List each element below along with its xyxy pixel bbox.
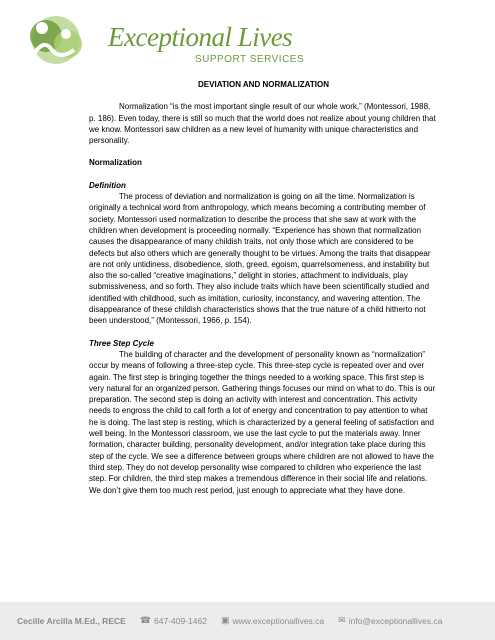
logo	[22, 14, 305, 66]
section-heading: Normalization	[89, 158, 142, 168]
intro-paragraph: Normalization “is the most important single result of our whole work,” (Montessori, 1988, p. 186). Even today, there is still so much that the world does not realize about young children that we know. Montessori saw children as a new level of humanity with unique characteristics and personality.	[89, 102, 436, 146]
footer-phone: 647-409-1462	[154, 615, 207, 626]
footer	[0, 602, 495, 640]
logo-name: Exceptional Lives	[108, 22, 293, 52]
envelope-icon: ✉	[338, 615, 346, 625]
cycle-paragraph: The building of character and the development of personality known as “normalization” occur by means of following a three-step cycle. This three-step cycle is repeated over and over again. The first step is bringing together the things needed to a working space. This first step is very natural for an organized person. Gathering things focuses our mind on what to do. This is our preparation. The second step is doing an activity with interest and concentration. This activity needs to engross the child to call forth a lot of energy and concentration to pay attention to what he is doing. The last step is resting, which is characterized by a general feeling of satisfaction and well being. In the Montessori classroom, we use the last cycle to put the materials away. Inner formation, character building, personality development, and/or integration take place during this step of the cycle. We see a difference between groups where children are not allowed to have the third step. They do not develop personality wise compared to children who experience the last step. For children, the third step makes a tremendous difference in their social life and relations. We don’t give them too much rest period, just enough to appreciate what they have done.	[89, 349, 436, 495]
footer-website[interactable]: www.exceptionallives.ca	[232, 615, 325, 626]
cycle-heading: Three Step Cycle	[89, 338, 154, 348]
footer-email[interactable]: info@exceptionallives.ca	[348, 615, 443, 626]
logo-mark-icon	[22, 14, 102, 66]
logo-tagline: SUPPORT SERVICES	[195, 54, 305, 65]
phone-icon: ☎	[139, 615, 152, 625]
document-body	[89, 79, 438, 496]
monitor-icon: ▣	[220, 615, 230, 625]
definition-paragraph: The process of deviation and normalization is going on all the time. Normalization is originally a technical word from anthropology, which means becoming a contributing member of society. Montessori used normalization to describe the process that she saw at work with the children when development is proceeding normally. “Experience has shown that normalization causes the disappearance of many childish traits, not only those which are considered to be defects but also others which are generally thought to be virtues. Among the traits that disappear are not only untidiness, disobedience, sloth, greed, egoism, quarrelsomeness, and instability but also the so-called “creative imaginations,” delight in stories, attachment to individuals, play submissiveness, and so forth. They also include traits which have been scientifically studied and identified with childhood, such as imitation, curiosity, inconstancy, and wavering attention. The disappearance of these childish characteristics shows that the true nature of a child hitherto not been understood,” (Montessori, 1966, p. 154).	[89, 192, 431, 326]
definition-heading: Definition	[89, 180, 126, 190]
footer-author: Cecille Arcilla M.Ed., RECE	[17, 615, 126, 626]
page-title: DEVIATION AND NORMALIZATION	[198, 80, 329, 89]
